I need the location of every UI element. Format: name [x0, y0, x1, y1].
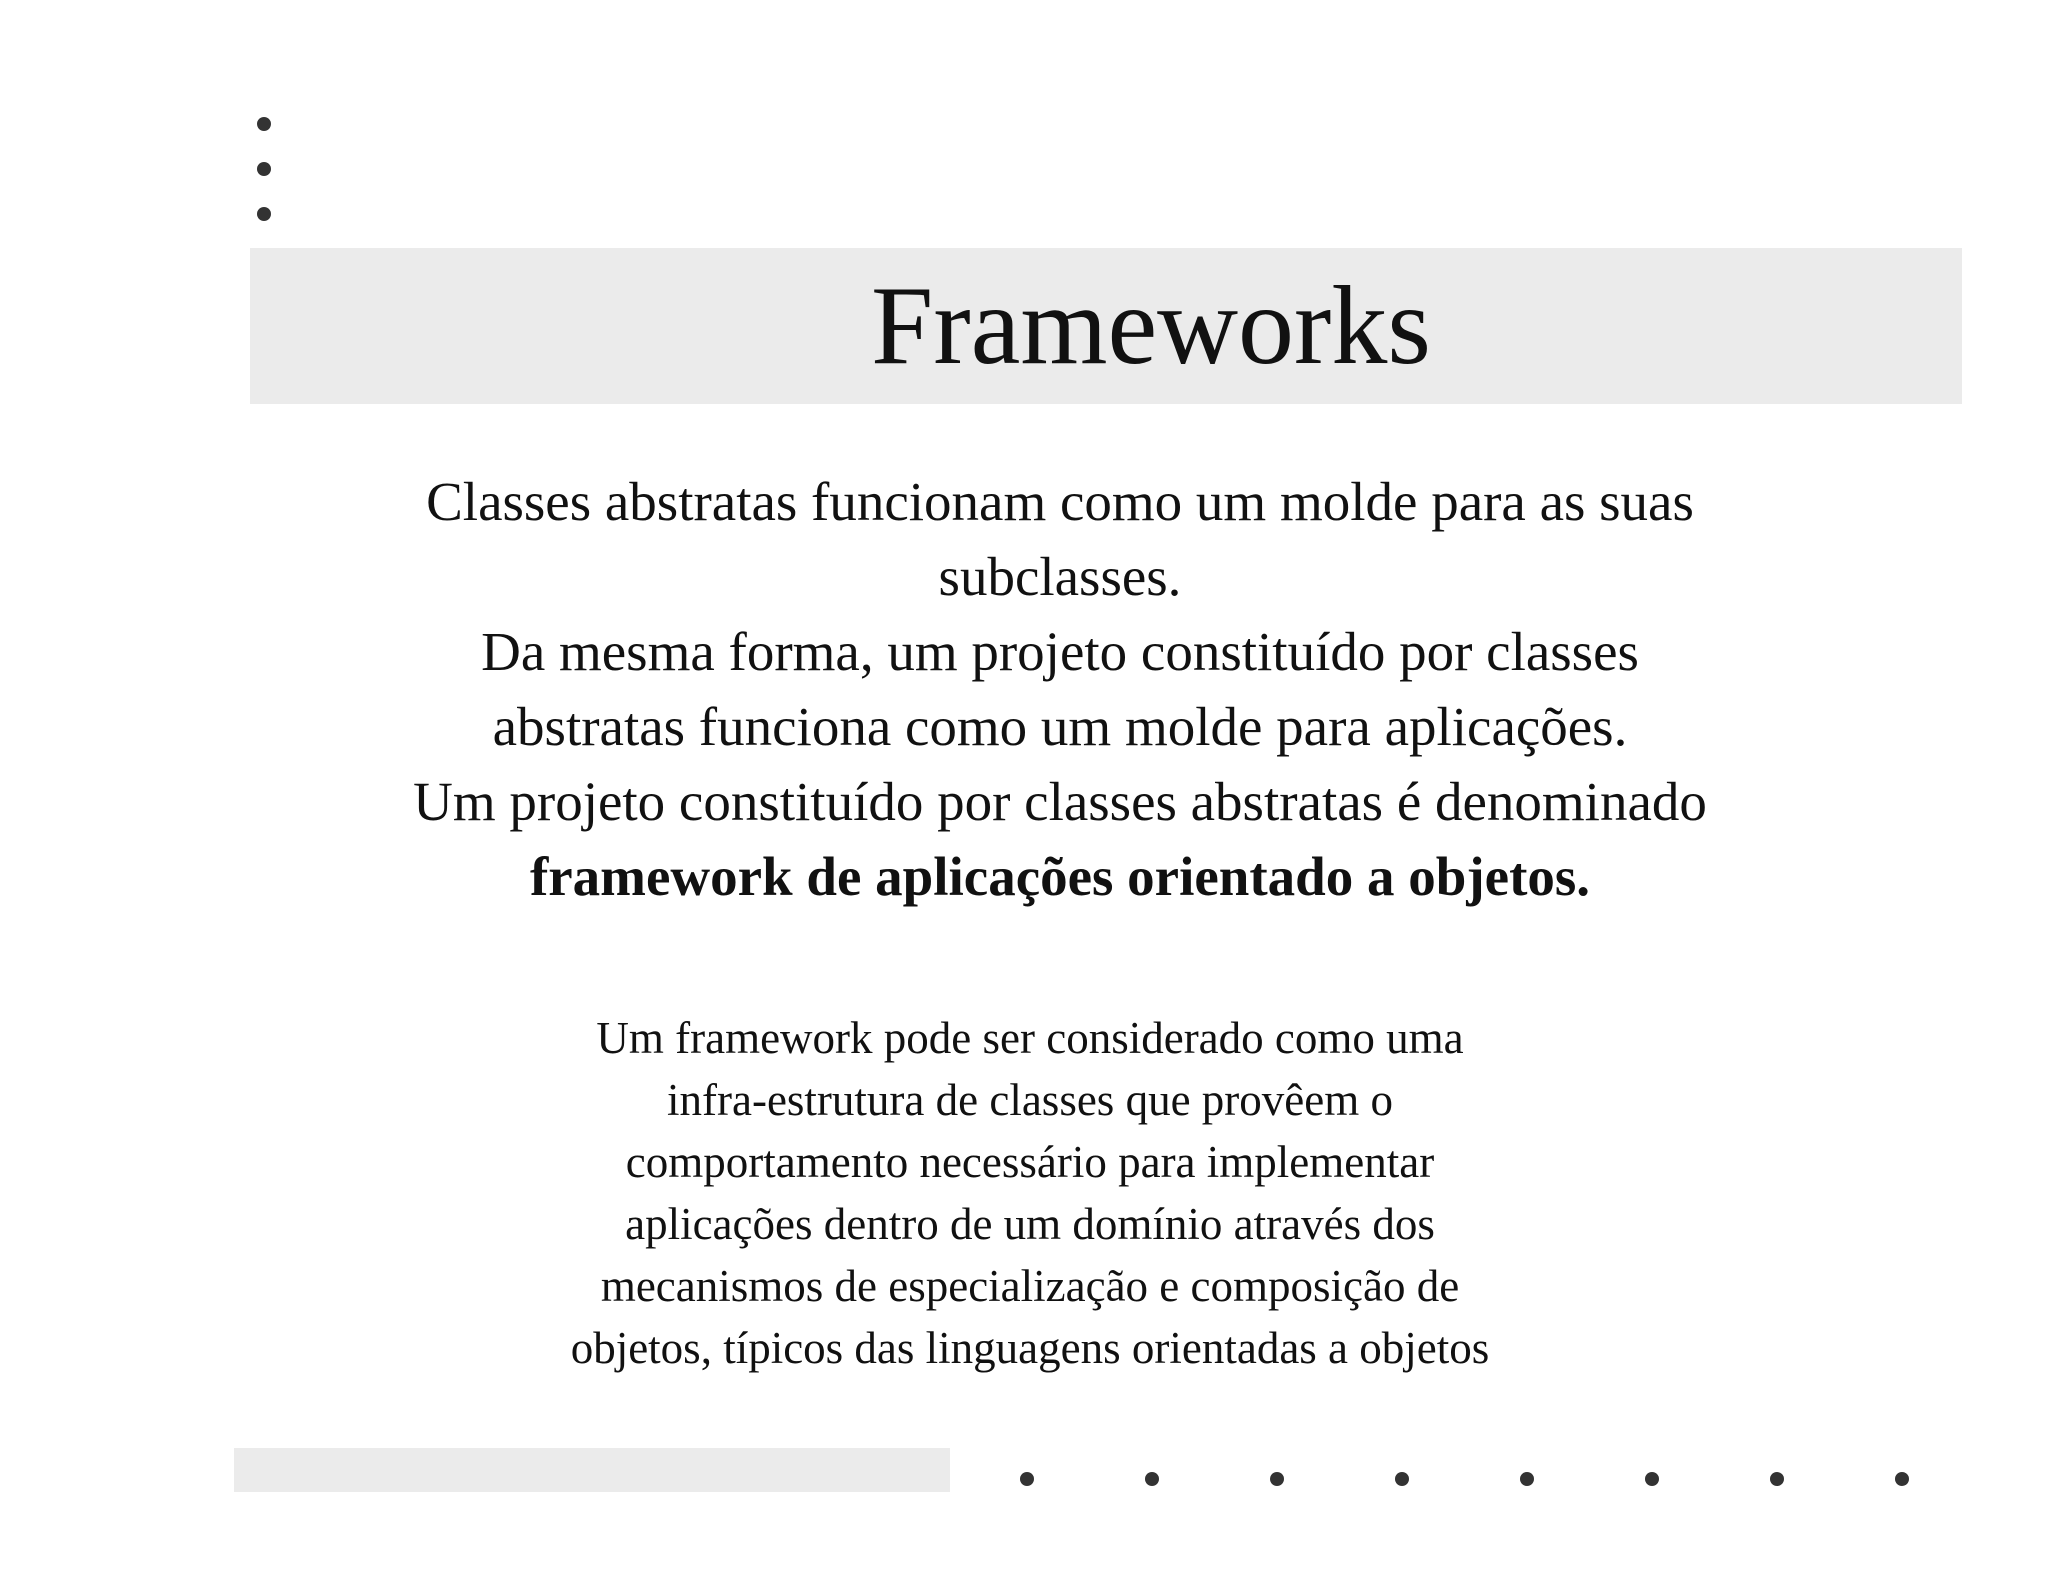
main-line: Classes abstratas funcionam como um molde para as suas	[426, 471, 1694, 532]
main-line: abstratas funciona como um molde para aplicações.	[492, 696, 1628, 757]
main-line: Um projeto constituído por classes abstratas é denominado	[413, 771, 1707, 832]
secondary-line: mecanismos de especialização e composição de	[600, 1261, 1460, 1311]
main-line: Da mesma forma, um projeto constituído por classes	[481, 621, 1639, 682]
decor-dot-horizontal-2	[1145, 1472, 1159, 1486]
decor-dot-horizontal-1	[1020, 1472, 1034, 1486]
decor-dot-horizontal-7	[1770, 1472, 1784, 1486]
main-line-bold: framework de aplicações orientado a objetos.	[529, 846, 1591, 907]
decor-dot-vertical-3	[257, 207, 271, 221]
decor-dot-vertical-1	[257, 117, 271, 131]
decor-dot-horizontal-5	[1520, 1472, 1534, 1486]
main-line: subclasses.	[938, 546, 1182, 607]
decor-dot-horizontal-6	[1645, 1472, 1659, 1486]
secondary-paragraph	[480, 1007, 1580, 1379]
decor-dot-vertical-2	[257, 162, 271, 176]
decor-dot-horizontal-8	[1895, 1472, 1909, 1486]
slide-title: Frameworks	[871, 264, 1431, 388]
secondary-line: infra-estrutura de classes que provêem o	[667, 1075, 1393, 1125]
secondary-line: objetos, típicos das linguagens orientadas a objetos	[570, 1323, 1490, 1373]
main-paragraph	[290, 464, 1830, 914]
secondary-line: aplicações dentro de um domínio através dos	[625, 1199, 1435, 1249]
decor-dot-horizontal-4	[1395, 1472, 1409, 1486]
secondary-line: comportamento necessário para implementar	[625, 1137, 1435, 1187]
footer-band	[234, 1448, 950, 1492]
secondary-line: Um framework pode ser considerado como uma	[596, 1013, 1464, 1063]
decor-dot-horizontal-3	[1270, 1472, 1284, 1486]
